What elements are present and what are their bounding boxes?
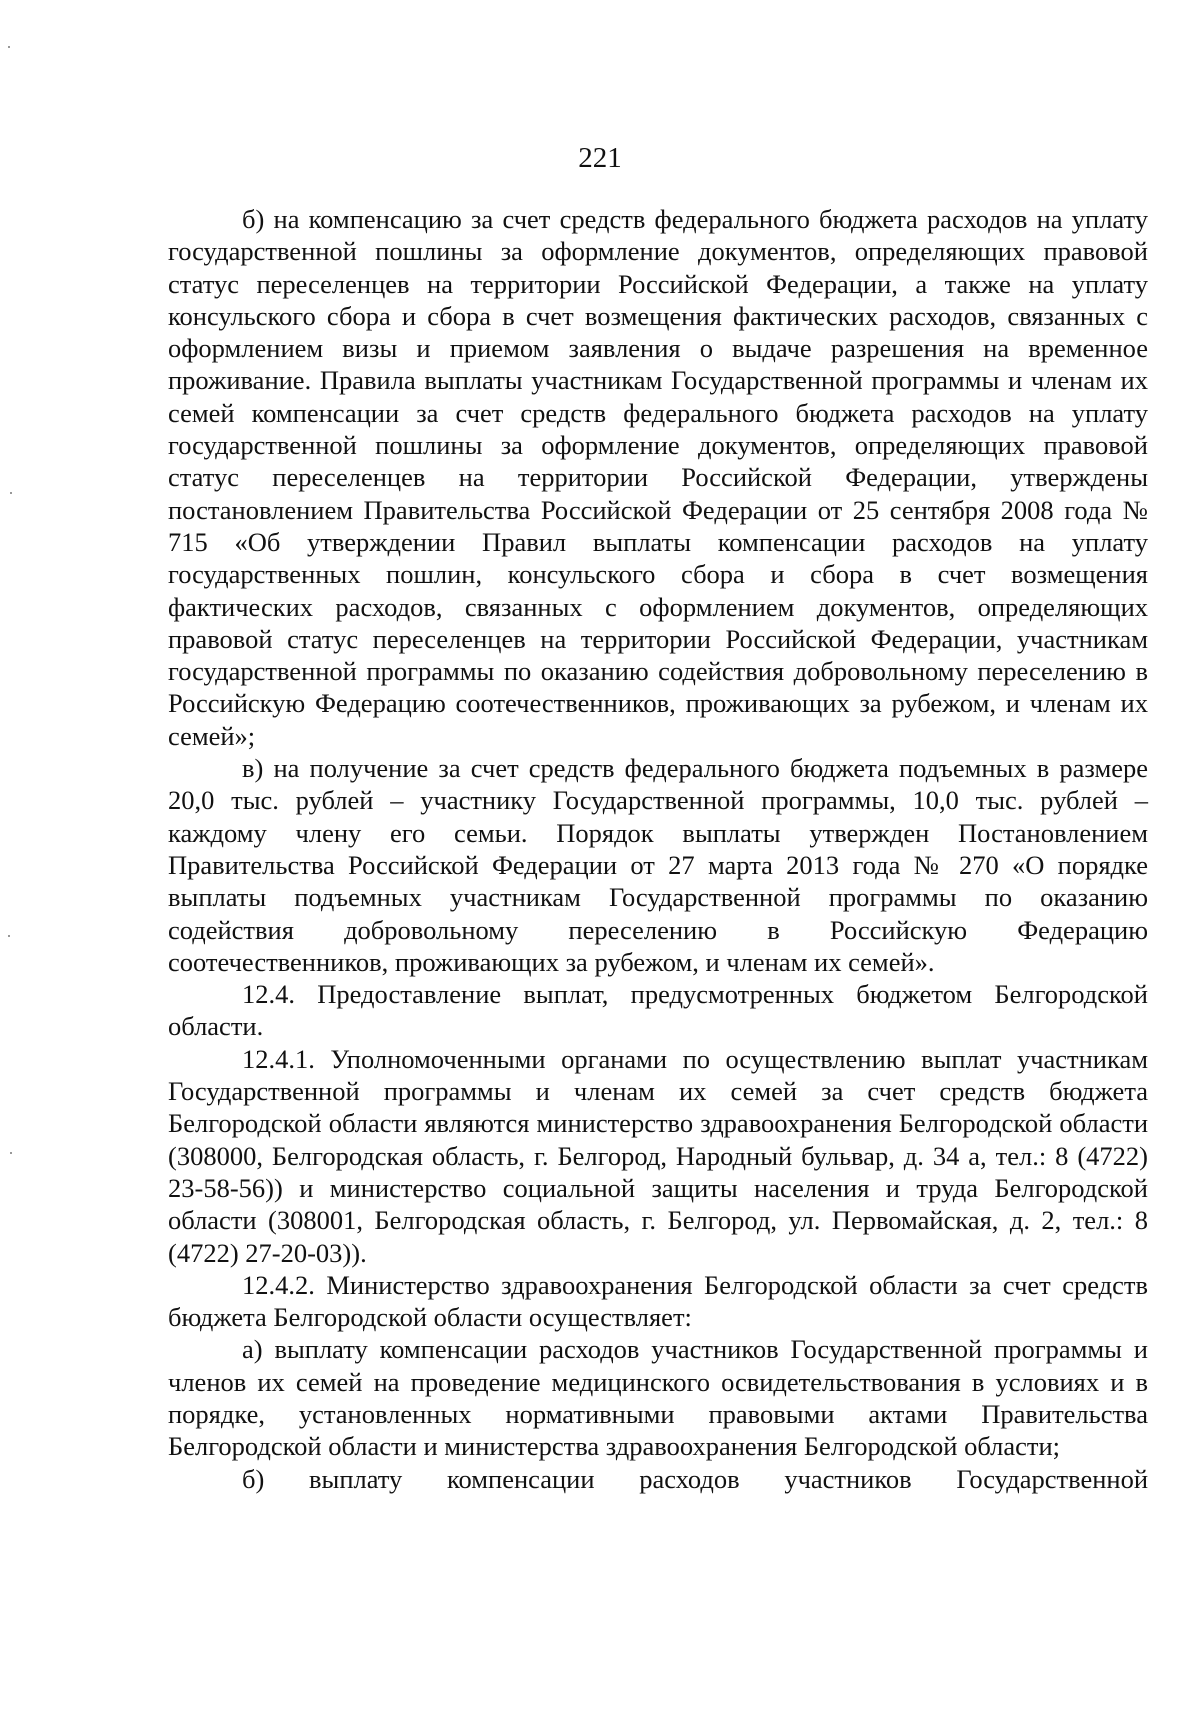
paragraph-section-12-4: 12.4. Предоставление выплат, предусмотренных бюджетом Белгородской области. [168, 979, 1148, 1042]
paragraph-item-b: б) выплату компенсации расходов участников Государственной [242, 1463, 1148, 1494]
paragraph-section-12-4-1: 12.4.1. Уполномоченными органами по осуществлению выплат участникам Государственной программы и членам их семей за счет средств бюджета Белгородской области являются министерство здравоохранения Белгородской области (308000, Белгородская область, г. Белгород, Народный бульвар, д. 34 а, тел.: 8 (4722) 23-58-56)) и министерство социальной защиты населения и труда Белгородской области (308001, Белгородская область, г. Белгород, ул. Первомайская, д. 2, тел.: 8 (4722) 27-20-03)). [168, 1043, 1148, 1268]
paragraph-relocation-allowance: в) на получение за счет средств федерального бюджета подъемных в размере 20,0 тыс. рублей – участнику Государственной программы, 10,0 тыс. рублей – каждому члену его семьи. Порядок выплаты утвержден Постановлением Правительства Российской Федерации от 27 марта 2013 года № 270 «О порядке выплаты подъемных участникам Государственной программы по оказанию содействия добровольному переселению в Российскую Федерацию соотечественников, проживающих за рубежом, и членам их семей». [168, 753, 1148, 977]
paragraph-item-a: а) выплату компенсации расходов участников Государственной программы и членов их семей на проведение медицинского освидетельствования в условиях и в порядке, установленных нормативными правовыми актами Правительства Белгородской области и министерства здравоохранения Белгородской области; [168, 1334, 1148, 1462]
paragraph-section-12-4-2: 12.4.2. Министерство здравоохранения Белгородской области за счет средств бюджета Белгородской области осуществляет: [168, 1269, 1148, 1333]
scan-speck [8, 935, 10, 937]
scan-speck [8, 46, 10, 48]
scan-speck [10, 492, 12, 494]
paragraph-compensation-duties: б) на компенсацию за счет средств федерального бюджета расходов на уплату государственной пошлины за оформление документов, определяющих правовой статус переселенцев на территории Российской Федерации, а также на уплату консульского сбора и сбора в счет возмещения фактических расходов, связанных с оформлением визы и приемом заявления о выдаче разрешения на временное проживание. Правила выплаты участникам Государственной программы и членам их семей компенсации за счет средств федерального бюджета расходов на уплату государственной пошлины за оформление документов, определяющих правовой статус переселенцев на территории Российской Федерации, утверждены постановлением Правительства Российской Федерации от 25 сентября 2008 года № 715 «Об утверждении Правил выплаты компенсации расходов на уплату государственных пошлин, консульского сбора и сбора в счет возмещения фактических расходов, связанных с оформлением документов, определяющих правовой статус переселенцев на территории Российской Федерации, участникам государственной программы по оказанию содействия добровольному переселению в Российскую Федерацию соотечественников, проживающих за рубежом, и членам их семей»; [168, 204, 1148, 751]
page-number: 221 [578, 142, 622, 174]
scan-speck [10, 1152, 12, 1154]
document-body [168, 203, 1148, 1495]
